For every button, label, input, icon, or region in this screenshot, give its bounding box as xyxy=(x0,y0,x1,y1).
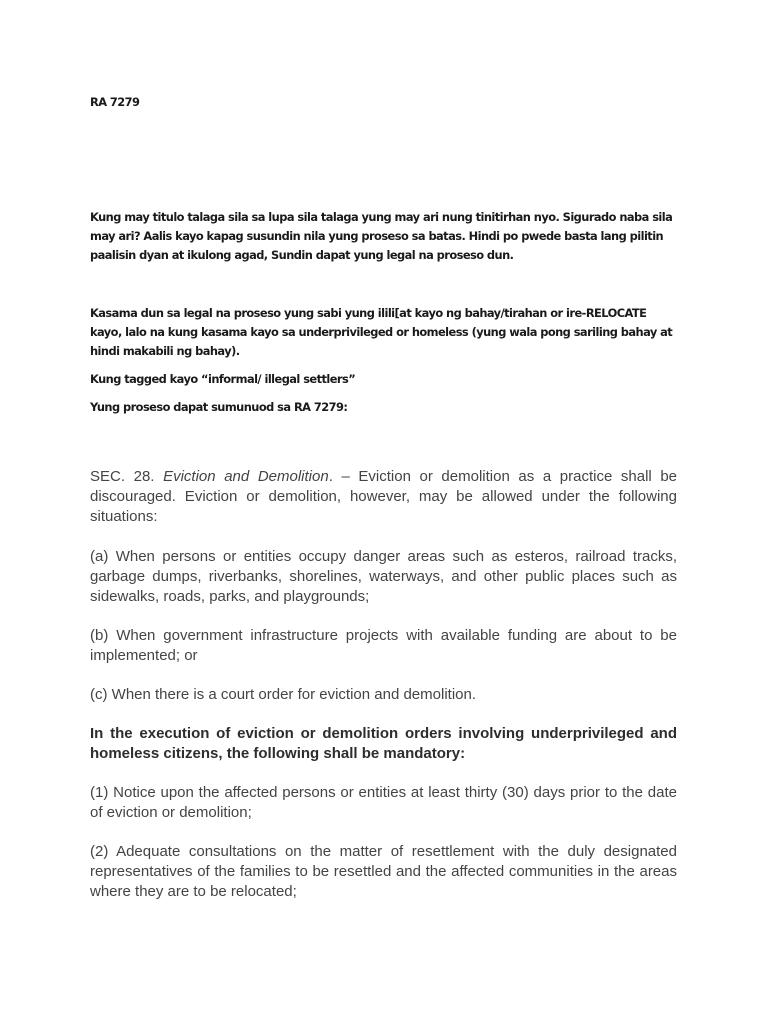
situation-b: (b) When government infrastructure projects with available funding are about to be implemented; or xyxy=(90,627,677,665)
situation-c: (c) When there is a court order for eviction and demolition. xyxy=(90,686,477,703)
document-heading: RA 7279 xyxy=(90,95,140,109)
requirement-2: (2) Adequate consultations on the matter of resettlement with the duly designated representatives of the families to be resettled and the affected communities in the areas where they are to be relocated; xyxy=(90,843,677,901)
section-title: Eviction and Demolition xyxy=(163,468,329,485)
intro-paragraph-3: Kung tagged kayo “informal/ illegal settlers” xyxy=(90,372,356,386)
section-number: SEC. 28. xyxy=(90,468,155,485)
section-28-lead xyxy=(90,467,677,528)
intro-paragraph-4-text: Yung proseso dapat sumunuod sa xyxy=(90,400,294,414)
intro-paragraph-1: Kung may titulo talaga sila sa lupa sila talaga yung may ari nung tinitirhan nyo. Sigurado naba sila may ari? Aalis kayo kapag susundin nila yung proseso sa batas. Hindi po pwede basta lang pilitin paalisin dyan at ikulong agad, Sundin dapat yung legal na proseso dun. xyxy=(90,210,673,262)
mandatory-requirements-heading: In the execution of eviction or demolition orders involving underprivileged and homeless citizens, the following shall be mandatory: xyxy=(90,725,677,763)
law-reference: RA 7279: xyxy=(293,400,348,414)
section-lead-text: . – Eviction or demolition as a practice shall be discouraged. Eviction or demolition, however, may be allowed under the following situations: xyxy=(90,468,678,526)
requirement-1: (1) Notice upon the affected persons or entities at least thirty (30) days prior to the date of eviction or demolition; xyxy=(90,784,677,822)
situation-a: (a) When persons or entities occupy danger areas such as esteros, railroad tracks, garbage dumps, riverbanks, shorelines, waterways, and other public places such as sidewalks, roads, parks, and playgrounds; xyxy=(90,548,677,606)
intro-paragraph-4 xyxy=(90,398,678,417)
intro-paragraph-2: Kasama dun sa legal na proseso yung sabi yung ilili[at kayo ng bahay/tirahan or ire-RELOCATE kayo, lalo na kung kasama kayo sa underprivileged or homeless (yung wala pong sariling bahay at hindi makabili ng bahay). xyxy=(90,306,673,358)
